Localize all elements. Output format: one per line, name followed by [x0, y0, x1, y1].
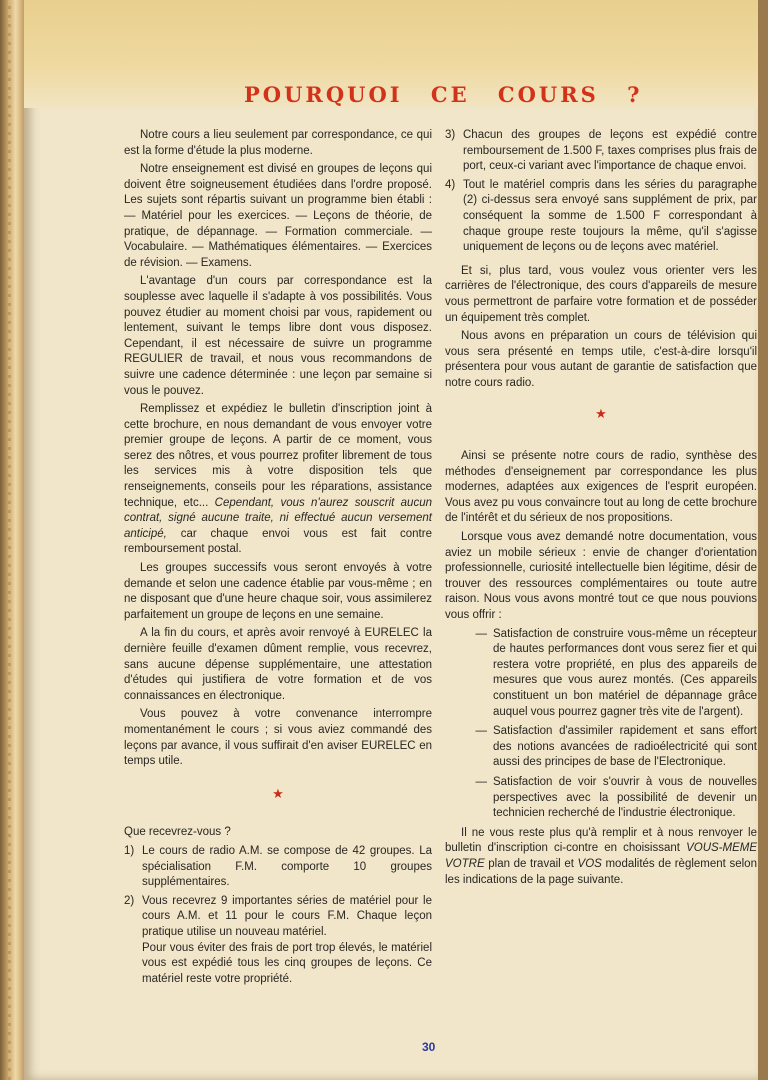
list-item	[445, 178, 757, 256]
list-text-block	[142, 894, 432, 988]
list-number: 4)	[445, 178, 456, 191]
page-title: POURQUOI CE COURS ?	[244, 82, 643, 107]
bullet-item	[445, 775, 757, 822]
bullet-text: Satisfaction de voir s'ouvrir à vous de nouvelles perspectives avec la possibilité de devenir un technicien recherché de l'industrie électronique.	[493, 775, 757, 820]
bullet-dash: —	[475, 627, 487, 640]
paragraph: Notre enseignement est divisé en groupes de leçons qui doivent être soigneusement étudiées dans l'ordre proposé. Les sujets sont répartis suivant un programme bien établi : — Matériel pour les exercices. — Leçons de théorie, de pratique, de dépannage. — Formation commerciale. — Vocabulaire. — Mathématiques élémentaires. — Exercices de révision. — Examens.	[124, 163, 432, 269]
list-item	[124, 844, 432, 891]
list-text: Vous recevrez 9 importantes séries de matériel pour le cours A.M. et 11 pour le cours F.M. Chaque leçon pratique utilise un nouveau matériel.	[142, 894, 432, 938]
list-text: Chacun des groupes de leçons est expédié contre remboursement de 1.500 F, taxes comprises plus frais de port, ceux-ci variant avec l'importance de chaque envoi.	[463, 129, 757, 173]
emphasis-text: VOUS-MEME VOTRE	[445, 842, 757, 870]
book-page	[24, 0, 758, 1080]
paragraph: L'avantage d'un cours par correspondance est la souplesse avec laquelle il s'adapte à vos possibilités. Vous pouvez étudier au moment choisi par vous, rapidement ou lentement, suivant le temps libre dont vous disposez. Cependant, il est nécessaire de suivre un programme REGULIER de travail, et nous vous recommandons de suivre une cadence déterminée : une leçon par semaine si vous le pouvez.	[124, 275, 432, 397]
paragraph-text: Il ne vous reste plus qu'à remplir et à nous renvoyer le bulletin d'inscription ci-contre en choisissant	[445, 826, 757, 855]
paragraph-text: modalités de règlement selon les indications de la page suivante.	[445, 857, 757, 886]
bullet-dash: —	[475, 775, 487, 788]
paragraph-text: Remplissez et expédiez le bulletin d'inscription joint à cette brochure, en nous demandant de vous envoyer votre premier groupe de leçons. A partir de ce moment, vous serez des nôtres, et vous pourrez profiter librement de tous les services mis à votre disposition tels que renseignements, conseils pour les réparations, assistance technique, etc...	[124, 403, 432, 509]
paragraph: Vous pouvez à votre convenance interrompre momentanément le cours ; si vous aviez commandé des leçons par avance, il vous suffirait d'en aviser EURELEC en temps utile.	[124, 708, 432, 768]
paragraph: Lorsque vous avez demandé notre documentation, vous aviez un mobile sérieux : envie de changer d'orientation professionnelle, curiosité intellectuelle bien légitime, désir de trouver des ressources complémentaires ou toute autre raison. Nous vous avons montré tout ce que nous pouvions vous offrir :	[445, 531, 757, 622]
list-number: 2)	[124, 894, 135, 907]
list-text: Le cours de radio A.M. se compose de 42 groupes. La spécialisation F.M. comporte 10 groupes supplémentaires.	[142, 844, 432, 889]
bullet-dash: —	[475, 725, 487, 738]
list-number: 1)	[124, 844, 135, 857]
paragraph: Notre cours a lieu seulement par correspondance, ce qui est la forme d'étude la plus moderne.	[124, 129, 432, 157]
list-item	[445, 128, 757, 175]
paragraph	[124, 402, 432, 558]
bullet-item	[445, 627, 757, 721]
closing-paragraph	[445, 826, 757, 888]
star-separator: ★	[595, 405, 607, 421]
book-spine	[0, 0, 26, 1080]
emphasis-text: Cependant, vous n'aurez souscrit aucun contrat, signé aucune traite, ni effectué aucun versement anticipé,	[124, 496, 432, 540]
section-question: Que recevrez-vous ?	[124, 826, 231, 839]
list-text: Tout le matériel compris dans les séries du paragraphe (2) ci-dessus sera envoyé sans supplément de prix, par conséquent la somme de 1.500 F correspondant à chaque groupe reste toujours la même, qu'il s'agisse uniquement de leçons ou de leçons avec matériel.	[463, 178, 757, 254]
list-number: 3)	[445, 129, 456, 141]
left-column	[124, 128, 432, 990]
paragraph: A la fin du cours, et après avoir renvoyé à EURELEC la dernière feuille d'examen dûment remplie, vous recevrez, sans aucune dépense supplémentaire, une attestation d'études qui justifiera de votre formation et de vos connaissances en électronique.	[124, 627, 432, 702]
paragraph: Et si, plus tard, vous voulez vous orienter vers les carrières de l'électronique, des cours d'appareils de mesure vous permettront de parfaire votre formation et de posséder un équipement très complet.	[445, 264, 757, 324]
star-separator: ★	[272, 785, 284, 801]
bullet-text: Satisfaction d'assimiler rapidement et sans effort des notions avancées de radioélectricité qui sont aussi des principes de base de l'Electronique.	[493, 725, 757, 769]
paragraph-text: plan de travail et	[488, 857, 574, 870]
list-text-extra: Pour vous éviter des frais de port trop élevés, le matériel vous est expédié tous les cinq groupes de leçons. Ce matériel reste votre propriété.	[142, 941, 432, 985]
bullet-item	[445, 724, 757, 771]
page-number: 30	[422, 1040, 436, 1054]
paragraph: Nous avons en préparation un cours de télévision qui vous sera présenté en temps utile, c'est-à-dire lorsqu'il présentera pour vous autant de garantie de satisfaction que notre cours radio.	[445, 330, 757, 389]
paragraph: Ainsi se présente notre cours de radio, synthèse des méthodes d'enseignement par correspondance les plus modernes, adaptées aux exigences de l'esprit européen. Vous avez pu vous convaincre tout au long de cette brochure de l'intérêt et du sérieux de nos propositions.	[445, 450, 757, 525]
emphasis-text: VOS	[577, 857, 602, 870]
list-item	[124, 894, 432, 988]
right-column	[445, 128, 757, 891]
paragraph: Les groupes successifs vous seront envoyés à votre demande et selon une cadence établie par vous-même ; en ne disposant que d'une heure chaque soir, vous assimilerez parfaitement un groupe de leçons en une semaine.	[124, 562, 432, 621]
paragraph-text: car chaque envoi vous est fait contre remboursement postal.	[124, 527, 432, 556]
bullet-text: Satisfaction de construire vous-même un récepteur de hautes performances dont vous serez fier et qui restera votre propriété, en plus des appareils de mesures que vous aurez montés. (Ces appareils constituent un bon matériel de dépannage grâce auquel vous pourrez gagner très vite de l'argent).	[493, 627, 757, 718]
